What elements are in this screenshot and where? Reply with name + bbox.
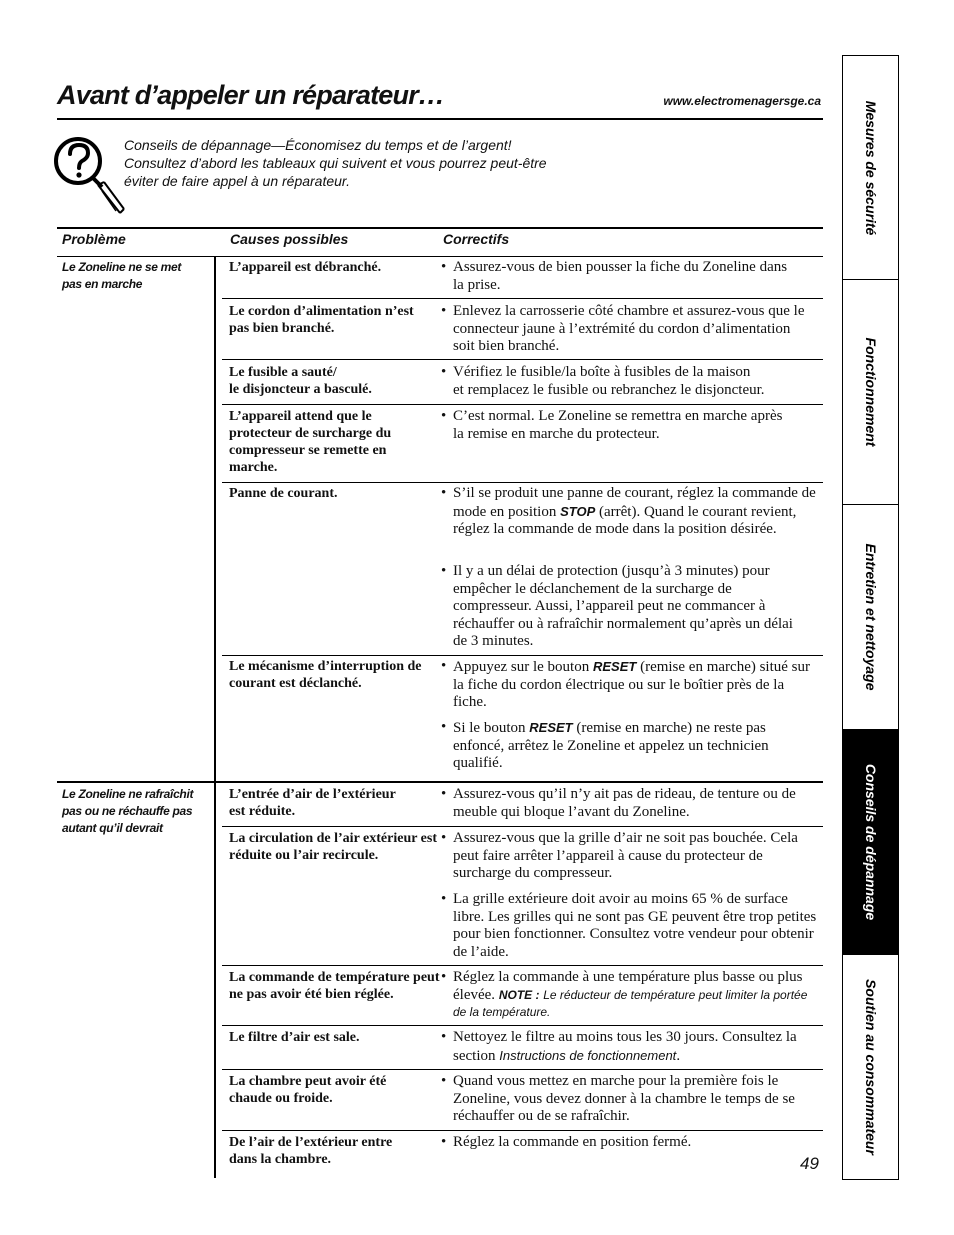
cause-text: De l’air de l’extérieur entre dans la chambre. bbox=[229, 1135, 393, 1167]
tab-fonctionnement[interactable] bbox=[843, 280, 898, 505]
cause-text: L’appareil attend que le protecteur de surcharge du compresseur se remette en marche. bbox=[229, 409, 392, 475]
fix-item bbox=[441, 830, 825, 883]
table-top-rule bbox=[57, 227, 823, 229]
bullet: • bbox=[441, 830, 447, 846]
fix-text: La grille extérieure doit avoir au moins 65 % de surface libre. Les grilles qui ne sont pas GE peuvent être trop petites pour bien fonctionner. Consultez votre vendeur pour obtenir de l’aide. bbox=[453, 891, 817, 960]
fix-text-part: . bbox=[676, 1047, 681, 1064]
cause-text bbox=[229, 364, 439, 398]
intro-line: éviter de faire appel à un réparateur. bbox=[124, 173, 350, 189]
bullet: • bbox=[441, 891, 447, 907]
bullet: • bbox=[441, 719, 447, 735]
row-divider bbox=[222, 655, 823, 656]
cause-text: L’entrée d’air de l’extérieur est réduite. bbox=[229, 787, 396, 819]
fix-text: Enlevez la carrosserie côté chambre et assurez-vous que le connecteur jaune à l’extrémité du cordon d’alimentation soit bien branché. bbox=[453, 303, 805, 354]
fix-text-part: Si le bouton bbox=[453, 720, 526, 736]
fix-item bbox=[441, 563, 825, 651]
bullet: • bbox=[441, 1073, 447, 1089]
fix-item bbox=[441, 485, 825, 539]
fix-text: Il y a un délai de protection (jusqu’à 3 minutes) pour empêcher le déclanchement de la surcharge de compresseur. Aussi, l’appareil peut ne commancer à réchauffer ou à rafraîchir normalement qu’après un délai de 3 minutes. bbox=[453, 563, 793, 649]
cause-text: La chambre peut avoir été chaude ou froide. bbox=[229, 1074, 387, 1106]
problem-divider bbox=[57, 781, 823, 783]
row-divider bbox=[222, 482, 823, 483]
fix-text-part: Réglez la commande à une température plus basse ou plus élevée. bbox=[453, 969, 803, 1003]
tab-entretien-et-nettoyage[interactable] bbox=[843, 505, 898, 730]
fix-item bbox=[441, 786, 825, 821]
fix-text: Assurez-vous qu’il n’y ait pas de rideau, de tenture ou de meuble qui bloque l’avant du Zoneline. bbox=[453, 786, 796, 820]
fix-item bbox=[441, 303, 825, 356]
fix-text bbox=[453, 485, 821, 539]
page-title: Avant d’appeler un réparateur… bbox=[57, 80, 445, 110]
fix-text: Quand vous mettez en marche pour la première fois le Zoneline, vous devez donner à la chambre le temps de se réchauffer ou de se rafraîchir. bbox=[453, 1073, 795, 1124]
fix-item bbox=[441, 1073, 825, 1126]
section-reference: Instructions de fonctionnement bbox=[499, 1047, 677, 1063]
fix-item bbox=[441, 969, 825, 1022]
row-divider bbox=[222, 404, 823, 405]
fix-text: Réglez la commande en position fermé. bbox=[453, 1134, 692, 1150]
row-divider bbox=[222, 359, 823, 360]
bullet: • bbox=[441, 364, 447, 380]
fix-item bbox=[441, 259, 825, 294]
fix-line: Vérifiez le fusible/la boîte à fusibles de la maison bbox=[453, 364, 751, 380]
row-divider bbox=[222, 1069, 823, 1070]
stop-label: STOP bbox=[560, 503, 596, 519]
fix-item bbox=[441, 1029, 825, 1065]
row-divider bbox=[222, 298, 823, 299]
fix-text-part: Appuyez sur le bouton bbox=[453, 659, 590, 675]
tab-label: Soutien au consommateur bbox=[862, 979, 879, 1155]
fix-item bbox=[441, 891, 825, 961]
cause-text: Le filtre d’air est sale. bbox=[229, 1030, 360, 1045]
fix-text-part: Nettoyez le filtre au moins tous les 30 jours. Consultez la section bbox=[453, 1029, 797, 1064]
fix-note-text: Le réducteur de température peut limiter la portée de la température. bbox=[453, 987, 808, 1019]
fix-item bbox=[441, 658, 825, 712]
bullet: • bbox=[441, 563, 447, 579]
fix-text bbox=[453, 658, 815, 712]
tab-label: Conseils de dépannage bbox=[862, 763, 879, 921]
header-rule bbox=[57, 256, 823, 257]
intro-text bbox=[124, 136, 584, 190]
row-divider bbox=[222, 1025, 823, 1026]
cause-text: Le cordon d’alimentation n’est pas bien branché. bbox=[229, 304, 414, 336]
cause-text: La commande de température peut ne pas avoir été bien réglée. bbox=[229, 970, 440, 1002]
bullet: • bbox=[441, 1029, 447, 1045]
section-tabs bbox=[842, 55, 899, 1180]
title-rule bbox=[57, 118, 823, 120]
header-problem: Problème bbox=[62, 231, 126, 247]
fix-text: Assurez-vous de bien pousser la fiche du Zoneline dans la prise. bbox=[453, 259, 788, 293]
tab-label: Entretien et nettoyage bbox=[862, 543, 879, 691]
tab-soutien-au-consommateur[interactable] bbox=[843, 955, 898, 1179]
fix-text bbox=[453, 969, 808, 1022]
tab-label: Mesures de sécurité bbox=[862, 100, 879, 235]
row-divider bbox=[222, 826, 823, 827]
fix-item bbox=[441, 719, 825, 773]
question-mark-magnifier-icon bbox=[52, 133, 132, 221]
fix-text: Assurez-vous que la grille d’air ne soit pas bouchée. Cela peut faire arrêter l’appareil à cause du protecteur de surcharge du compresseur. bbox=[453, 830, 798, 881]
fix-text-part: (remise en marche) situé sur la fiche du cordon électrique ou sur le boîtier près de la fiche. bbox=[453, 659, 811, 710]
fix-text: C’est normal. Le Zoneline se remettra en marche après la remise en marche du protecteur. bbox=[453, 408, 783, 442]
fix-text bbox=[453, 719, 808, 773]
fix-line: et remplacez le fusible ou rebranchez le disjoncteur. bbox=[453, 381, 765, 398]
cause-text: Panne de courant. bbox=[229, 486, 338, 501]
problem-label: Le Zoneline ne se met pas en marche bbox=[62, 260, 182, 291]
intro-line: Consultez d’abord les tableaux qui suivent et vous pourrez peut-être bbox=[124, 155, 547, 171]
row-divider bbox=[222, 965, 823, 966]
row-divider bbox=[222, 1130, 823, 1131]
reset-label: RESET bbox=[529, 720, 573, 735]
fix-item bbox=[441, 408, 825, 443]
website-url[interactable]: www.electromenagersge.ca bbox=[663, 94, 821, 108]
bullet: • bbox=[441, 658, 447, 674]
problem-label: Le Zoneline ne rafraîchit pas ou ne réchauffe pas autant qu’il devrait bbox=[62, 787, 194, 835]
cause-text: La circulation de l’air extérieur est réduite ou l’air recircule. bbox=[229, 831, 438, 863]
tab-conseils-de-depannage[interactable] bbox=[843, 730, 898, 955]
header-causes: Causes possibles bbox=[230, 231, 349, 247]
tab-mesures-de-securite[interactable] bbox=[843, 56, 898, 280]
tab-label: Fonctionnement bbox=[862, 337, 879, 447]
fix-item bbox=[441, 364, 825, 399]
fix-item bbox=[441, 1134, 825, 1152]
bullet: • bbox=[441, 969, 447, 985]
bullet: • bbox=[441, 408, 447, 424]
bullet: • bbox=[441, 303, 447, 319]
reset-label: RESET bbox=[592, 659, 637, 674]
cause-text: L’appareil est débranché. bbox=[229, 260, 382, 275]
cause-line: Le fusible a sauté/ bbox=[229, 365, 337, 380]
fix-text-part: (remise en marche) ne reste pas enfoncé, arrêtez le Zoneline et appelez un technicien qualifié. bbox=[453, 720, 769, 771]
header-fixes: Correctifs bbox=[443, 231, 510, 247]
bullet: • bbox=[441, 786, 447, 802]
note-label: NOTE : bbox=[498, 987, 540, 1002]
intro-line: Conseils de dépannage—Économisez du temps et de l’argent! bbox=[124, 137, 512, 153]
cause-line: le disjoncteur a basculé. bbox=[229, 382, 372, 397]
fix-text-part: S’il se produit une panne de courant, réglez la commande de mode en position bbox=[453, 485, 816, 520]
cause-text: Le mécanisme d’interruption de courant est déclanché. bbox=[229, 659, 422, 691]
page-number: 49 bbox=[800, 1154, 819, 1173]
bullet: • bbox=[441, 1134, 447, 1150]
fix-text-part: (arrêt). Quand le courant revient, réglez la commande de mode dans la position désirée. bbox=[453, 503, 797, 537]
fix-text bbox=[453, 1029, 818, 1065]
bullet: • bbox=[441, 485, 447, 501]
bullet: • bbox=[441, 259, 447, 275]
column-divider bbox=[214, 257, 216, 1178]
